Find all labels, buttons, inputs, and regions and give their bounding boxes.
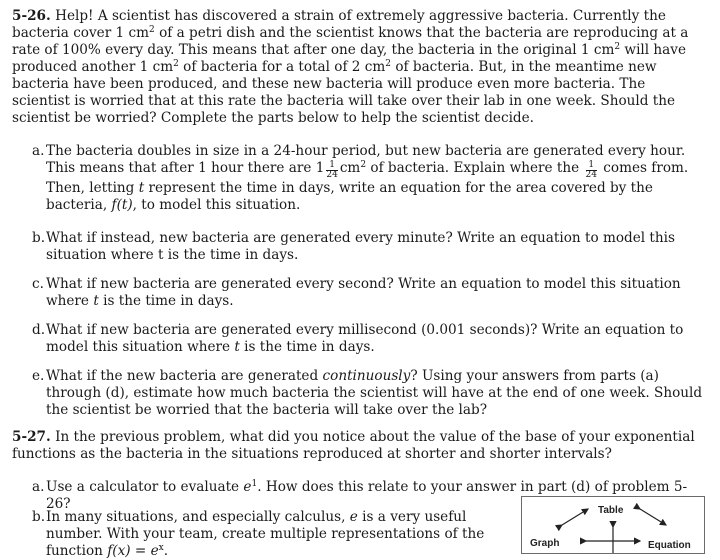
node-graph: Graph [530,538,560,549]
problem-text: Help! A scientist has discovered a strain of extremely aggressive bacteria. Currently the bacteria cover 1 cm [12,8,666,41]
exponent: 2 [360,160,367,170]
text-run: cm [339,160,361,176]
variable-t: t [138,180,145,196]
arrow-graph-table [562,509,588,525]
text-run: of bacteria. Explain where the [366,160,584,176]
text-run: In many situations, and especially calculus, [46,509,350,525]
problem-5-27 [12,429,704,463]
text-run: is the time in days. [98,293,234,309]
text-run: ? Using your answers from parts (a) through (d), estimate how much bacteria the scientist will have at the end of one week. Should the scientist be worried that the bacteria will take over the lab? [46,368,703,418]
problem-5-26 [12,8,704,127]
exponent: 2 [173,59,179,69]
problem-text: of a petri dish and the scientist knows that the bacteria are reproducing at a rate of 100% every day. This means that after one day, the bacteria in the original 1 cm [12,25,689,58]
part-text [46,322,704,356]
problem-text: of bacteria for a total of 2 cm [178,59,386,75]
variable-e: e [349,509,358,525]
function-notation: f(x) = e [107,543,159,559]
text-run: Use a calculator to evaluate [46,479,244,495]
problem-number: 5-26. [12,8,51,24]
emphasis: continuously [322,368,411,384]
exponent: 1 [251,479,258,489]
text-run: is the time in days. [239,339,375,355]
text-run: . How does this relate to your answer in part (d) of problem 5-26? [46,479,688,512]
text-run: is a very useful number. With your team, create multiple representations of the function [46,509,485,559]
part-text [46,276,704,310]
text-run: The bacteria doubles in size in a 24-hour period, but new bacteria are generated every hour. This means that after 1 hour there are 1 [46,143,686,176]
part-label: e. [32,368,45,384]
problem-text: will have produced another 1 cm [12,42,687,75]
part-b [32,230,704,264]
part-label: d. [32,322,46,338]
fraction [586,161,597,180]
part-text [46,368,704,419]
exponent: x [158,543,164,553]
variable-t: t [93,293,99,309]
problem-text: of bacteria. But, in the meantime new bacteria have been produced, and these new bacteria will produce even more bacteria. The scientist is worried that at this rate the bacteria will take over their lab in one week. Should the scientist be worried? Complete the parts below to help the scientist decide. [12,59,676,126]
part-d [32,322,704,356]
part-text [46,509,510,560]
text-run: represent the time in days, write an equation for the area covered by the bacteria, [46,180,653,213]
problem-text: In the previous problem, what did you notice about the value of the base of your exponential functions as the bacteria in the situations reproduced at shorter and shorter intervals? [12,429,695,462]
fraction-numerator: 1 [586,161,597,171]
part-label: a. [32,143,45,159]
part-c [32,276,704,310]
node-table: Table [598,505,624,516]
part-text: What if instead, new bacteria are generated every minute? Write an equation to model this situation where t is the time in days. [46,230,675,263]
part-b [32,509,510,560]
exponent: 2 [614,42,621,52]
exponent: 2 [149,25,155,35]
node-equation: Equation [648,540,691,551]
part-a [32,143,704,214]
text-run: What if the new bacteria are generated [46,368,323,384]
representation-web-diagram [521,496,705,554]
fraction-numerator: 1 [326,161,337,171]
text-run: comes from. Then, letting [46,160,689,196]
part-label: c. [32,276,44,292]
part-text [46,143,704,214]
part-label: b. [32,509,46,525]
exponent: 2 [385,59,392,69]
part-label: a. [32,479,45,495]
variable-e: e [243,479,252,495]
variable-t: t [234,339,240,355]
text-run: What if new bacteria are generated every millisecond (0.001 seconds)? Write an equation to model this situation where [46,322,684,355]
problem-number: 5-27. [12,429,51,445]
part-label: b. [32,230,46,246]
fraction [326,161,337,180]
function-notation: f(t) [111,197,133,213]
part-e [32,368,704,419]
text-run: What if new bacteria are generated every second? Write an equation to model this situation where [46,276,681,309]
fraction-denominator: 24 [326,170,338,180]
text-run: , to model this situation. [132,197,301,213]
arrow-table-equation [640,509,666,525]
text-run: . [163,543,169,559]
fraction-denominator: 24 [585,170,597,180]
